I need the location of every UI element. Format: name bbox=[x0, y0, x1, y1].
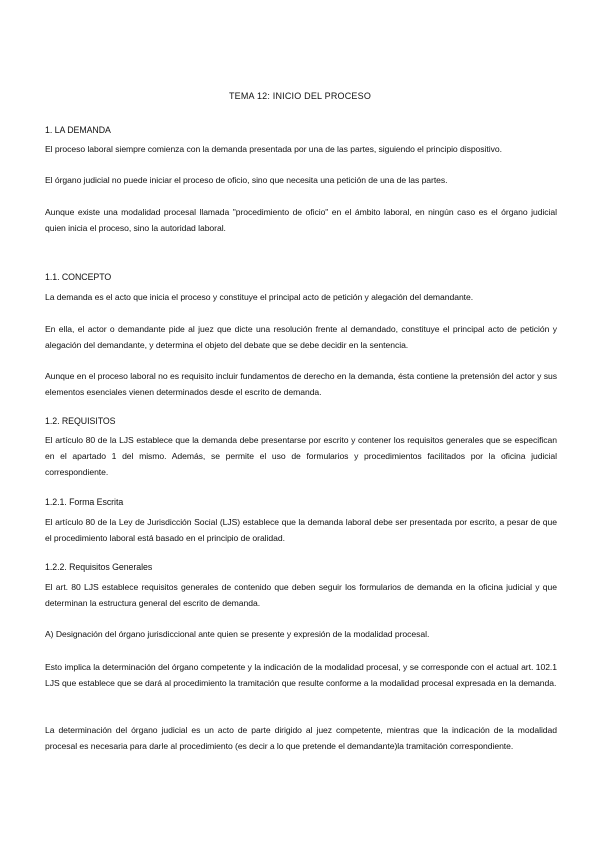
paragraph: El proceso laboral siempre comienza con la demanda presentada por una de las partes, siguiendo el principio dispositivo. bbox=[45, 144, 502, 154]
paragraph: En ella, el actor o demandante pide al juez que dicte una resolución frente al demandado, constituye el principal acto de petición y alegación del demandante, y determina el objeto del debate que se debe decidir en la sentencia. bbox=[45, 324, 557, 350]
section-heading-forma-escrita: 1.2.1. Forma Escrita bbox=[45, 497, 124, 507]
page-title: TEMA 12: INICIO DEL PROCESO bbox=[228, 91, 372, 101]
paragraph: Aunque existe una modalidad procesal llamada "procedimiento de oficio" en el ámbito laboral, en ningún caso es el órgano judicial quien inicia el proceso, sino la autoridad laboral. bbox=[45, 207, 557, 233]
section-heading-concepto: 1.1. CONCEPTO bbox=[45, 272, 112, 282]
paragraph: El artículo 80 de la Ley de Jurisdicción Social (LJS) establece que la demanda laboral debe ser presentada por escrito, a pesar de que el procedimiento laboral está basado en el principio de oralidad. bbox=[45, 517, 557, 543]
paragraph: La demanda es el acto que inicia el proceso y constituye el principal acto de petición y alegación del demandante. bbox=[45, 292, 474, 302]
paragraph: El órgano judicial no puede iniciar el proceso de oficio, sino que necesita una petición de una de las partes. bbox=[45, 175, 448, 185]
section-heading-requisitos: 1.2. REQUISITOS bbox=[45, 416, 116, 426]
paragraph: El art. 80 LJS establece requisitos generales de contenido que deben seguir los formularios de demanda en la oficina judicial y que determinan la estructura general del escrito de demanda. bbox=[45, 582, 557, 608]
paragraph: Aunque en el proceso laboral no es requisito incluir fundamentos de derecho en la demanda, ésta contiene la pretensión del actor y sus elementos esenciales vienen determinados desde el escrito de demanda. bbox=[45, 371, 557, 397]
section-heading-la-demanda: 1. LA DEMANDA bbox=[45, 125, 111, 135]
paragraph: El artículo 80 de la LJS establece que la demanda debe presentarse por escrito y contener los requisitos generales que se especifican en el apartado 1 del mismo. Además, se permite el uso de formularios y procedimientos facilitados por la oficina judicial correspondiente. bbox=[45, 435, 557, 477]
paragraph: Esto implica la determinación del órgano competente y la indicación de la modalidad procesal, y se corresponde con el actual art. 102.1 LJS que establece que se dará al procedimiento la tramitación que resulte conforme a la modalidad procesal expresada en la demanda. bbox=[45, 662, 557, 688]
paragraph: A) Designación del órgano jurisdiccional ante quien se presente y expresión de la modalidad procesal. bbox=[45, 629, 430, 639]
section-heading-requisitos-generales: 1.2.2. Requisitos Generales bbox=[45, 562, 153, 572]
paragraph: La determinación del órgano judicial es un acto de parte dirigido al juez competente, mientras que la indicación de la modalidad procesal es necesaria para darle al procedimiento (es decir a lo que pretende el demandante)la tramitación correspondiente. bbox=[45, 725, 557, 751]
